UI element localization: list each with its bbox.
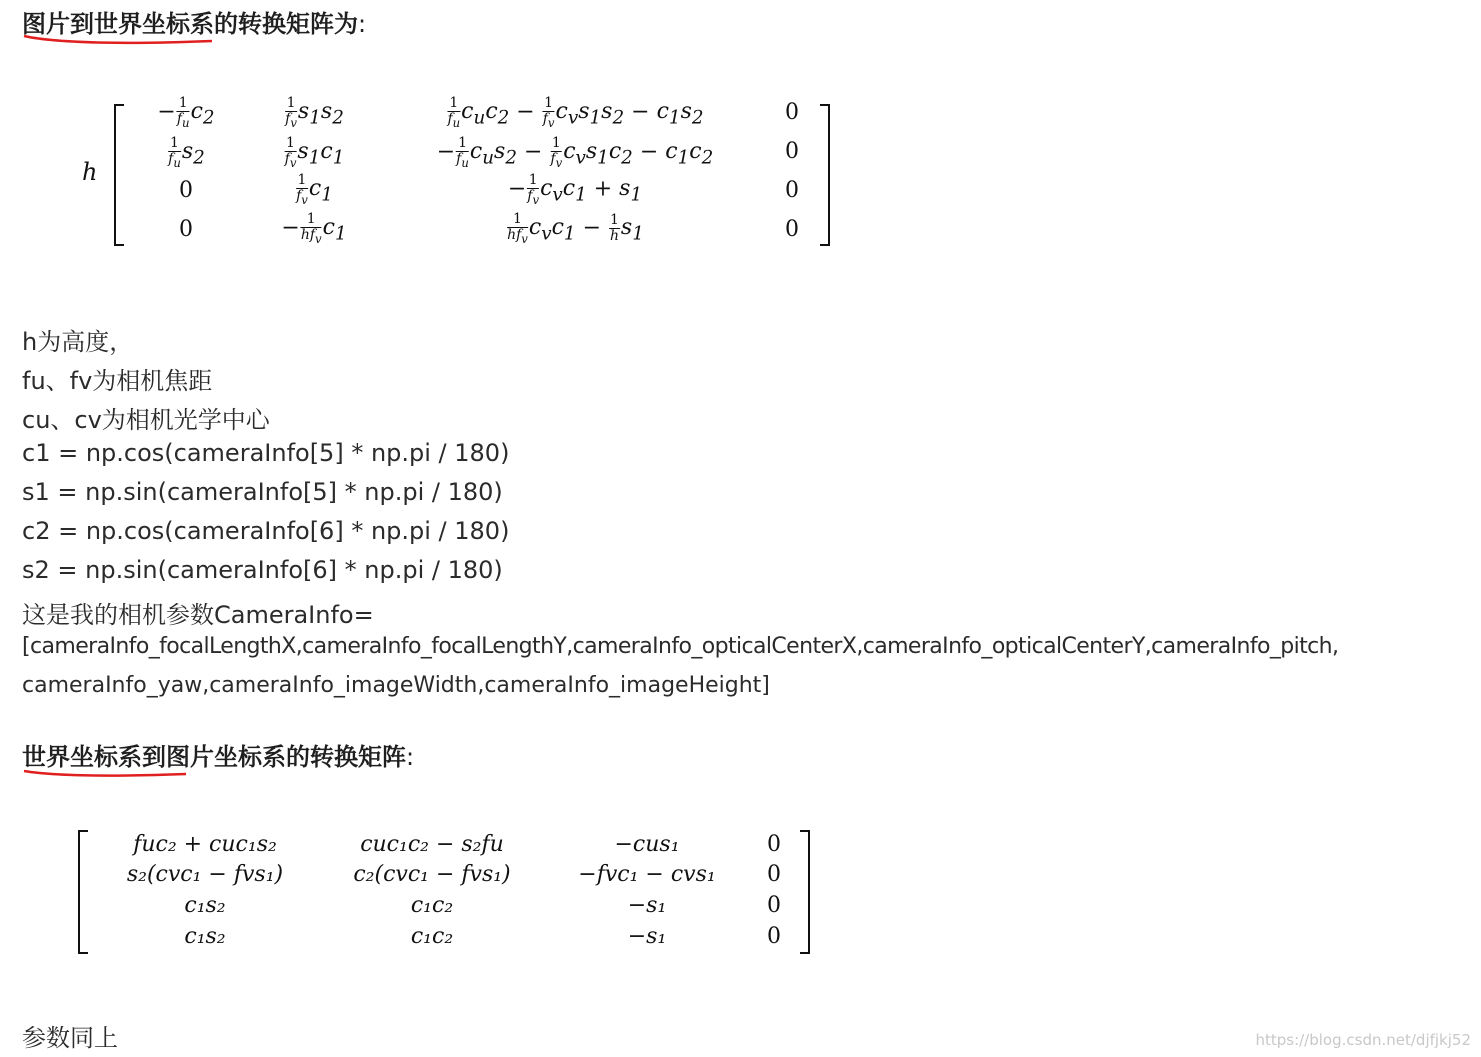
text-line: h为高度，	[22, 328, 134, 356]
text-line: cu、cv为相机光学中心	[22, 406, 270, 434]
text-line: s2 = np.sin(cameraInfo[6] * np.pi / 180)	[22, 556, 503, 584]
matrix-cell: 0	[767, 924, 781, 949]
matrix-cell: cuc₁c₂ − s₂fu	[360, 832, 504, 857]
matrix-cell: 0	[767, 893, 781, 918]
matrix-cell: 0	[785, 100, 799, 125]
matrix-cell: 0	[785, 139, 799, 164]
matrix-cell: c₁s₂	[184, 893, 226, 918]
matrix-cell: $\frac{1}{f_v}$ $s_1c_1$	[284, 135, 345, 170]
section-heading-world-to-image: 世界坐标系到图片坐标系的转换矩阵:	[22, 743, 415, 771]
matrix-cell: s₂(cvc₁ − fvs₁)	[126, 862, 284, 887]
matrix-cell: 0	[785, 217, 799, 242]
matrix-cell: 0	[179, 217, 193, 242]
section-heading-image-to-world: 图片到世界坐标系的转换矩阵为:	[22, 10, 367, 38]
matrix-cell: 0	[767, 862, 781, 887]
text-line: fu、fv为相机焦距	[22, 367, 213, 395]
matrix-cell: c₁s₂	[184, 924, 226, 949]
matrix-cell: − $\frac{1}{f_u}$ $c_us_2$ − $\frac{1}{f_v}$ $c_vs_1c_2 - c_1c_2$	[436, 135, 714, 170]
matrix-cell: $\frac{1}{hf_v}$ $c_vc_1$ − $\frac{1}{h}$ $s_1$	[507, 211, 644, 246]
matrix-cell: $\frac{1}{f_u}$ $s_2$	[168, 135, 205, 170]
matrix-cell: $\frac{1}{f_v}$ $c_1$	[296, 172, 333, 207]
matrix-cell: c₂(cvc₁ − fvs₁)	[353, 862, 511, 887]
matrix-cell: 0	[179, 178, 193, 203]
right-bracket	[820, 104, 830, 246]
right-bracket	[800, 830, 810, 954]
red-underline	[20, 30, 220, 50]
left-bracket	[114, 104, 124, 246]
red-underline	[20, 763, 200, 783]
matrix-cell: −cus₁	[614, 832, 680, 857]
matrix-cell: c₁c₂	[410, 924, 454, 949]
matrix-cell: − $\frac{1}{f_u}$ $c_2$	[157, 95, 215, 130]
watermark: https://blog.csdn.net/djfjkj52	[1255, 1031, 1471, 1049]
text-line: s1 = np.sin(cameraInfo[5] * np.pi / 180)	[22, 478, 503, 506]
matrix-cell: −s₁	[627, 893, 667, 918]
matrix-cell: −fvc₁ − cvs₁	[578, 862, 716, 887]
text-line: 这是我的相机参数CameraInfo=	[22, 601, 374, 629]
matrix-cell: 0	[767, 832, 781, 857]
text-line: c2 = np.cos(cameraInfo[6] * np.pi / 180)	[22, 517, 510, 545]
matrix-cell: 0	[785, 178, 799, 203]
left-bracket	[78, 830, 88, 954]
matrix-cell: c₁c₂	[410, 893, 454, 918]
footer-text: 参数同上	[22, 1024, 118, 1052]
text-line: c1 = np.cos(cameraInfo[5] * np.pi / 180)	[22, 439, 510, 467]
matrix-cell: − $\frac{1}{hf_v}$ $c_1$	[281, 211, 347, 246]
text-line: cameraInfo_yaw,cameraInfo_imageWidth,cameraInfo_imageHeight]	[22, 673, 770, 698]
text-line: [cameraInfo_focalLengthX,cameraInfo_focalLengthY,cameraInfo_opticalCenterX,cameraInfo_opticalCenterY,cameraInfo_pitch,	[22, 634, 1339, 659]
matrix-cell: − $\frac{1}{f_v}$ $c_vc_1 + s_1$	[507, 172, 643, 207]
matrix-cell: −s₁	[627, 924, 667, 949]
matrix-cell: $\frac{1}{f_u}$ $c_uc_2$ − $\frac{1}{f_v}$ $c_vs_1s_2 - c_1s_2$	[447, 95, 704, 130]
matrix-cell: fuc₂ + cuc₁s₂	[133, 832, 277, 857]
matrix-cell: $\frac{1}{f_v}$ $s_1s_2$	[285, 95, 344, 130]
matrix-prefix-h: h	[82, 158, 98, 186]
